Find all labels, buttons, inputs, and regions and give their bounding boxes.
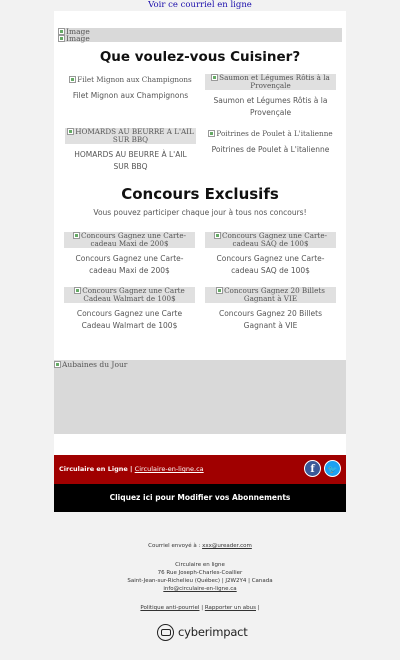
contest-image[interactable]: Concours Gagnez 20 Billets Gagnant à VIE bbox=[205, 287, 336, 303]
broken-image-icon bbox=[214, 232, 221, 239]
recipe-caption[interactable]: HOMARDS AU BEURRE À L'AIL SUR BBQ bbox=[74, 150, 187, 171]
recipe-card[interactable] bbox=[64, 128, 197, 172]
deals-image[interactable] bbox=[54, 360, 346, 434]
footer-links bbox=[0, 604, 400, 612]
contest-caption[interactable]: Concours Gagnez une Carte-cadeau SAQ de 100$ bbox=[216, 254, 325, 275]
contest-image[interactable]: Concours Gagnez une Carte-cadeau SAQ de 100$ bbox=[205, 232, 336, 248]
contest-image[interactable]: Concours Gagnez une Carte-cadeau Maxi de 200$ bbox=[64, 232, 195, 248]
footer-separator: | bbox=[257, 605, 260, 611]
email-container bbox=[54, 11, 346, 512]
sent-to-email-link[interactable]: xxx@ureader.com bbox=[202, 543, 252, 549]
footer-sent-to bbox=[0, 542, 400, 550]
recipe-image[interactable]: Poitrines de Poulet à L'italienne bbox=[205, 130, 336, 139]
recipe-image[interactable]: Filet Mignon aux Champignons bbox=[65, 76, 196, 85]
broken-image-icon bbox=[58, 35, 65, 42]
banner-alt-2: Image bbox=[66, 34, 90, 43]
recipe-caption[interactable]: Filet Mignon aux Champignons bbox=[72, 91, 189, 100]
brand-url-link[interactable]: Circulaire-en-ligne.ca bbox=[134, 465, 204, 473]
brand-separator: | bbox=[130, 465, 133, 473]
broken-image-icon bbox=[211, 74, 218, 81]
contests-title: Concours Exclusifs bbox=[121, 185, 279, 203]
footer-city: Saint-Jean-sur-Richelieu (Québec) | J2W2Y4 | Canada bbox=[127, 578, 273, 584]
recipe-card[interactable] bbox=[204, 74, 337, 118]
report-abuse-link[interactable]: Rapporter un abus bbox=[204, 605, 256, 611]
brand-name: Circulaire en Ligne bbox=[59, 465, 128, 473]
recipe-caption[interactable]: Saumon et Légumes Rôtis à la Provençale bbox=[213, 96, 328, 117]
manage-subscriptions-button[interactable]: Cliquez ici pour Modifier vos Abonnements bbox=[54, 484, 346, 512]
broken-image-icon bbox=[67, 128, 74, 135]
banner-alt-1: Image bbox=[66, 27, 90, 36]
contest-caption[interactable]: Concours Gagnez 20 Billets Gagnant à VIE bbox=[218, 309, 323, 330]
broken-image-icon bbox=[54, 361, 61, 368]
social-bar-brand bbox=[59, 464, 204, 474]
recipe-card[interactable] bbox=[204, 130, 337, 156]
cyberimpact-logo[interactable] bbox=[157, 624, 247, 641]
recipe-image[interactable]: HOMARDS AU BEURRE À L'AIL SUR BBQ bbox=[65, 128, 196, 144]
banner-image bbox=[58, 28, 342, 42]
contests-subtitle: Vous pouvez participer chaque jour à tous nos concours! bbox=[93, 208, 307, 217]
twitter-icon[interactable]: 🐦 bbox=[324, 460, 341, 477]
cyberimpact-wordmark: cyberimpact bbox=[178, 625, 248, 639]
deals-alt-text: Aubaines du Jour bbox=[62, 360, 128, 369]
anti-spam-policy-link[interactable]: Politique anti-pourriel bbox=[140, 605, 200, 611]
broken-image-icon bbox=[216, 287, 223, 294]
contest-caption[interactable]: Concours Gagnez une Carte Cadeau Walmart de 100$ bbox=[76, 309, 183, 330]
recipes-title: Que voulez-vous Cuisiner? bbox=[99, 49, 301, 65]
broken-image-icon bbox=[69, 76, 76, 83]
contest-card[interactable] bbox=[63, 287, 196, 331]
contest-card[interactable] bbox=[63, 232, 196, 276]
broken-image-icon bbox=[208, 130, 215, 137]
facebook-icon[interactable]: f bbox=[304, 460, 321, 477]
footer-company: Circulaire en ligne bbox=[175, 562, 225, 568]
recipe-image[interactable]: Saumon et Légumes Rôtis à la Provençale bbox=[205, 74, 336, 90]
footer-email-row bbox=[0, 585, 400, 593]
recipe-caption[interactable]: Poitrines de Poulet à L'italienne bbox=[211, 145, 330, 154]
footer-separator: | bbox=[201, 605, 204, 611]
broken-image-icon bbox=[74, 287, 81, 294]
social-bar bbox=[54, 455, 346, 484]
broken-image-icon bbox=[58, 28, 65, 35]
footer-street: 76 Rue Joseph-Charles-Coallier bbox=[157, 570, 243, 576]
recipe-card[interactable] bbox=[64, 76, 197, 102]
view-online-link[interactable]: Voir ce courriel en ligne bbox=[148, 0, 252, 10]
cyberimpact-mail-icon bbox=[157, 624, 174, 641]
contest-caption[interactable]: Concours Gagnez une Carte-cadeau Maxi de 200$ bbox=[75, 254, 184, 275]
broken-image-icon bbox=[73, 232, 80, 239]
footer-email-link[interactable]: info@circulaire-en-ligne.ca bbox=[163, 586, 237, 592]
contest-card[interactable] bbox=[204, 232, 337, 276]
contest-image[interactable]: Concours Gagnez une Carte Cadeau Walmart de 100$ bbox=[64, 287, 195, 303]
contest-card[interactable] bbox=[204, 287, 337, 331]
sent-to-label: Courriel envoyé à : bbox=[148, 543, 201, 549]
